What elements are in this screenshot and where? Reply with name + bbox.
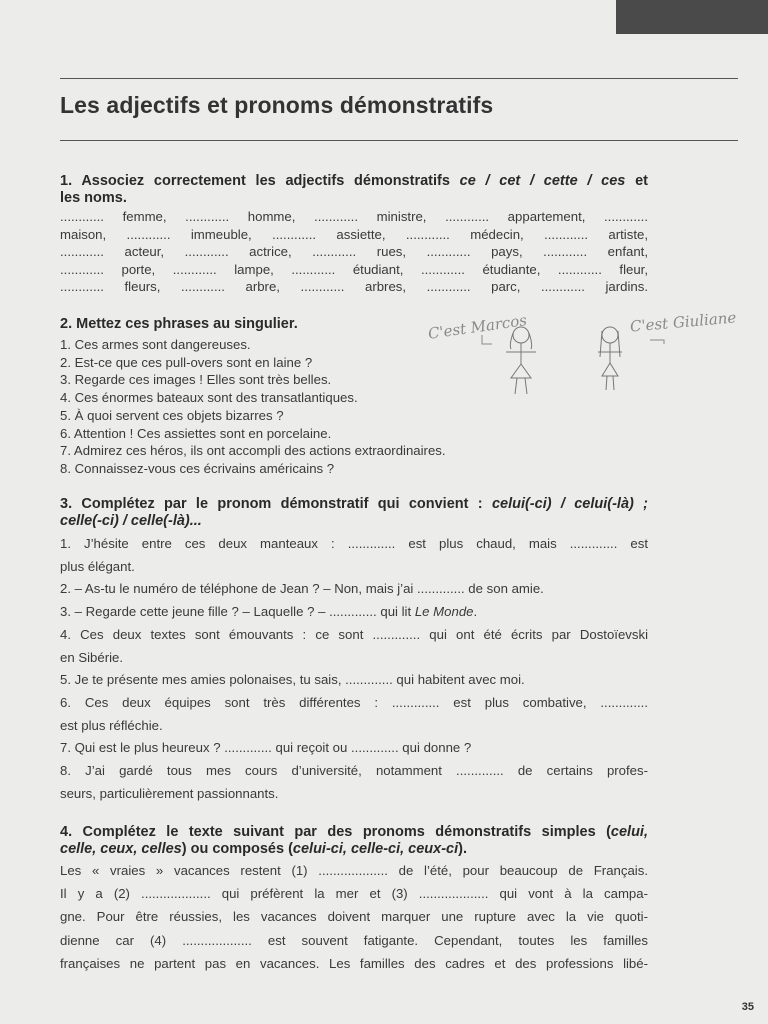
exercise-2-title: 2. Mettez ces phrases au singulier. xyxy=(60,316,298,332)
annotation-2-text: C'est Giuliane xyxy=(629,308,737,336)
exercise-4-line: françaises ne partent pas en vacances. Les familles des cadres et des professions libé- xyxy=(60,955,648,971)
exercise-1-line: ............ acteur, ............ actrice, ............ rues, ............ pays, ............ enfant, xyxy=(60,244,648,260)
exercise-2-item: 3. Regarde ces images ! Elles sont très belles. xyxy=(60,372,332,388)
exercise-1-title: 1. Associez correctement les adjectifs démonstratifs ce / cet / cette / ces et xyxy=(60,173,649,189)
exercise-3-line: 2. – As-tu le numéro de téléphone de Jean ? – Non, mais j’ai ............. de son amie. xyxy=(60,581,544,597)
exercise-4-body xyxy=(60,859,648,975)
exercise-2-item: 7. Admirez ces héros, ils ont accompli des actions extraordinaires. xyxy=(60,443,446,459)
exercise-1-title-line-2: les noms. xyxy=(60,190,127,206)
exercise-1-body xyxy=(60,208,648,296)
exercise-3-line: seurs, particulièrement passionnants. xyxy=(60,785,279,801)
page-number: 35 xyxy=(741,1001,754,1013)
exercise-4-line: dienne car (4) ................... est souvent fatigante. Cependant, toutes les familles xyxy=(60,932,648,948)
exercise-3-line: 7. Qui est le plus heureux ? ............. qui reçoit ou ............. qui donne ? xyxy=(60,740,472,756)
exercise-4-line: Il y a (2) ................... qui préfèrent la mer et (3) ................... qui vont à la campa- xyxy=(60,886,648,902)
exercise-3-line: est plus réfléchie. xyxy=(60,717,163,733)
exercise-3-line: 6. Ces deux équipes sont très différentes : ............. est plus combative, ............. xyxy=(60,694,648,710)
exercise-3-line: 4. Ces deux textes sont émouvants : ce sont ............. qui ont été écrits par Dostoïevski xyxy=(60,626,648,642)
exercise-4-line: Les « vraies » vacances restent (1) ................... de l’été, pour beaucoup de Français. xyxy=(60,863,648,878)
exercise-2-item: 4. Ces énormes bateaux sont des transatlantiques. xyxy=(60,390,358,406)
annotation-1-text: C'est Marcos xyxy=(426,311,528,343)
exercise-1-line: ............ porte, ............ lampe, ............ étudiant, ............ étudiante, ............ fleur, xyxy=(60,261,648,277)
exercise-4-line: gne. Pour être réussies, les vacances doivent marquer une rupture avec la vie quoti- xyxy=(60,909,648,925)
exercise-2-item: 2. Est-ce que ces pull-overs sont en laine ? xyxy=(60,354,313,370)
page-title: Les adjectifs et pronoms démonstratifs xyxy=(60,92,494,118)
exercise-4-title-line-2: celle, ceux, celles) ou composés (celui-ci, celle-ci, ceux-ci). xyxy=(60,841,468,857)
exercise-1-line: maison, ............ immeuble, ............ assiette, ............ médecin, ............ artiste, xyxy=(60,226,648,242)
exercise-2-item: 8. Connaissez-vous ces écrivains américains ? xyxy=(60,460,335,476)
exercise-3-line: 1. J’hésite entre ces deux manteaux : ............. est plus chaud, mais ............. est xyxy=(60,536,648,551)
title-rule xyxy=(60,140,738,141)
exercise-4-title: 4. Complétez le texte suivant par des pronoms démonstratifs simples (celui, xyxy=(60,824,648,840)
exercise-2-item: 5. À quoi servent ces objets bizarres ? xyxy=(60,407,284,423)
exercise-1 xyxy=(60,173,648,296)
exercise-3-line: 5. Je te présente mes amies polonaises, tu sais, ............. qui habitent avec moi. xyxy=(60,672,525,688)
exercise-1-line: ............ femme, ............ homme, ............ ministre, ............ appartement, ............ xyxy=(60,209,648,224)
exercise-1-line: ............ fleurs, ............ arbre, ............ arbres, ............ parc, ............ jardins. xyxy=(60,279,648,295)
corner-tab xyxy=(616,0,768,34)
doodle-figure-2 xyxy=(592,300,768,400)
exercise-3-line: 8. J’ai gardé tous mes cours d’université, notamment ............. de certains profes- xyxy=(60,763,648,779)
exercise-3 xyxy=(60,496,648,805)
exercise-4 xyxy=(60,824,648,975)
exercise-3-title: 3. Complétez par le pronom démonstratif qui convient : celui(-ci) / celui(-là) ; xyxy=(60,496,649,512)
exercise-3-line: 3. – Regarde cette jeune fille ? – Laquelle ? – ............. qui lit Le Monde. xyxy=(60,604,478,620)
exercise-3-title-line-2: celle(-ci) / celle(-là)... xyxy=(60,513,202,529)
exercise-3-line: plus élégant. xyxy=(60,558,135,574)
exercise-2-item: 6. Attention ! Ces assiettes sont en porcelaine. xyxy=(60,425,332,441)
exercise-3-line: en Sibérie. xyxy=(60,649,124,665)
exercise-3-body xyxy=(60,533,648,805)
top-rule xyxy=(60,78,738,79)
exercise-2-item: 1. Ces armes sont dangereuses. xyxy=(60,337,251,352)
doodle-figure-1 xyxy=(420,300,600,400)
